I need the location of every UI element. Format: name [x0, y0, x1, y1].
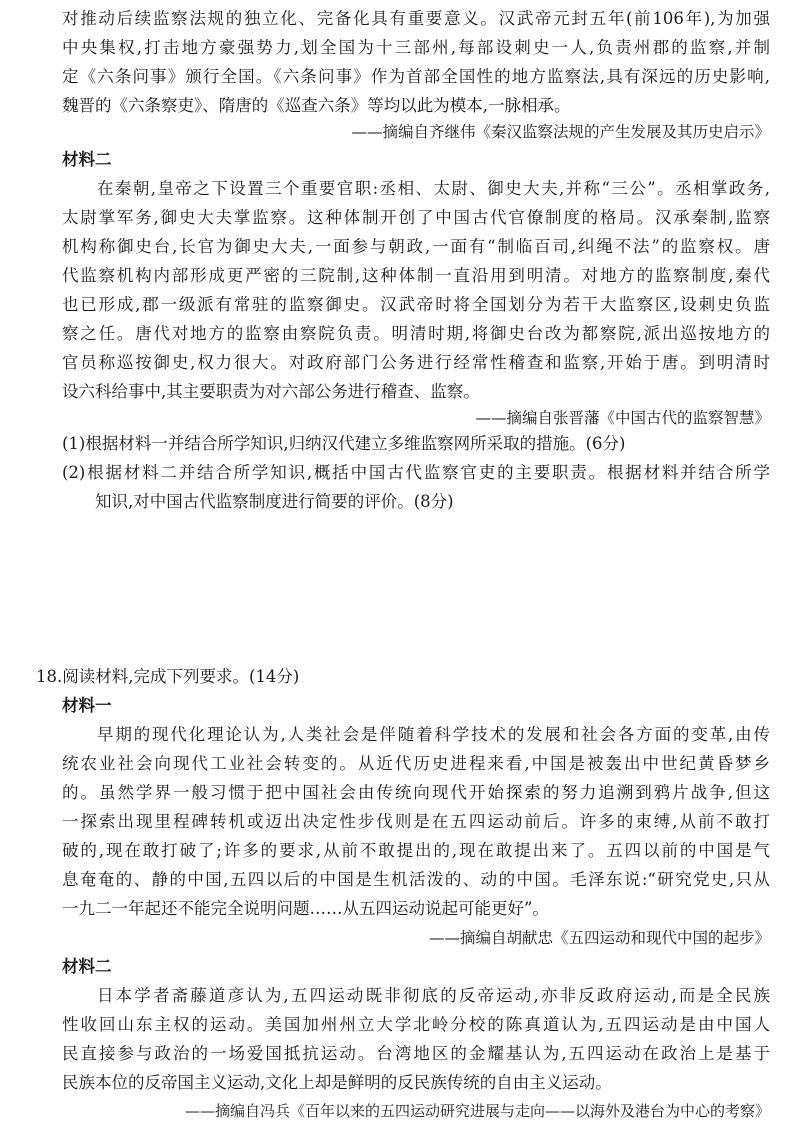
- q18-material1-heading: 材料一: [62, 696, 112, 715]
- material2-line: 在秦朝,皇帝之下设置三个重要官职:丞相、太尉、御史大夫,并称“三公”。丞相掌政务,: [97, 179, 770, 198]
- material2-line: 设六科给事中,其主要职责为对六部公务进行稽查、监察。: [62, 382, 480, 401]
- q18-material2-line: 性收回山东主权的运动。美国加州州立大学北岭分校的陈真道认为,五四运动是由中国人: [62, 1015, 770, 1034]
- q18-material1-line: 早期的现代化理论认为,人类社会是伴随着科学技术的发展和社会各方面的变革,由传: [97, 725, 770, 744]
- material2-line: 代监察机构内部形成更严密的三院制,这种体制一直沿用到明清。对地方的监察制度,秦代: [62, 266, 770, 285]
- material2-line: 察之任。唐代对地方的监察由察院负责。明清时期,将御史台改为都察院,派出巡按地方的: [62, 324, 770, 343]
- material1-line: 中央集权,打击地方豪强势力,划全国为十三部州,每部设刺史一人,负责州郡的监察,并制: [62, 38, 770, 57]
- material2-line: 官员称巡按御史,权力很大。对政府部门公务进行经常性稽查和监察,开始于唐。到明清时: [62, 353, 770, 372]
- material2-heading: 材料二: [62, 150, 112, 169]
- material2-source: ——摘编自张晋藩《中国古代的监察智慧》: [475, 409, 770, 427]
- question-18-title: 18.阅读材料,完成下列要求。(14分): [36, 667, 300, 686]
- q18-material1-line: 息奄奄的、静的中国,五四以后的中国是生机活泼的、动的中国。毛泽东说:“研究党史,只从: [62, 870, 770, 889]
- q18-material2-heading: 材料二: [62, 957, 112, 976]
- q18-material2-line: 民族本位的反帝国主义运动,文化上却是鲜明的反民族传统的自由主义运动。: [62, 1073, 612, 1092]
- material2-line: 也已形成,郡一级派有常驻的监察御史。汉武帝时将全国划分为若干大监察区,设刺史负监: [62, 295, 770, 314]
- material2-line: 太尉掌军务,御史大夫掌监察。这种体制开创了中国古代官僚制度的格局。汉承秦制,监察: [62, 208, 770, 227]
- q18-material1-line: 的。虽然学界一般习惯于把中国社会由传统向现代开始探索的努力追溯到鸦片战争,但这: [62, 783, 770, 802]
- material1-line: 魏晋的《六条察吏》、隋唐的《巡查六条》等均以此为模本,一脉相承。: [62, 96, 571, 115]
- material1-line: 对推动后续监察法规的独立化、完备化具有重要意义。汉武帝元封五年(前106年),为加强: [62, 9, 770, 28]
- material2-line: 机构称御史台,长官为御史大夫,一面参与朝政,一面有“制临百司,纠绳不法”的监察权。唐: [62, 237, 770, 256]
- q18-material1-line: 一探索出现里程碑转机或迈出决定性步伐则是在五四运动前后。许多的束缚,从前不敢打: [62, 812, 770, 831]
- question-2-cont: 知识,对中国古代监察制度进行简要的评价。(8分): [95, 492, 454, 511]
- q18-material1-line: 统农业社会向现代工业社会转变的。从近代历史进程来看,中国是被轰出中世纪黄昏梦乡: [62, 754, 770, 773]
- material1-source: ——摘编自齐继伟《秦汉监察法规的产生发展及其历史启示》: [351, 123, 770, 141]
- q18-material1-line: 一九二一年起还不能完全说明问题……从五四运动说起可能更好”。: [62, 899, 549, 918]
- q18-material2-line: 民直接参与政治的一场爱国抵抗运动。台湾地区的金耀基认为,五四运动在政治上是基于: [62, 1044, 770, 1063]
- question-2: (2)根据材料二并结合所学知识,概括中国古代监察官吏的主要职责。根据材料并结合所学: [62, 463, 770, 482]
- material1-line: 定《六条问事》颁行全国。《六条问事》作为首部全国性的地方监察法,具有深远的历史影响,: [62, 67, 770, 86]
- q18-material1-line: 破的,现在敢打破了;许多的要求,从前不敢提出的,现在敢提出来了。五四以前的中国是气: [62, 841, 770, 860]
- q18-material2-line: 日本学者斋藤道彦认为,五四运动既非彻底的反帝运动,亦非反政府运动,而是全民族: [97, 986, 770, 1005]
- q18-material2-source: ——摘编自冯兵《百年以来的五四运动研究进展与走向——以海外及港台为中心的考察》: [184, 1102, 770, 1120]
- q18-material1-source: ——摘编自胡献忠《五四运动和现代中国的起步》: [428, 929, 770, 947]
- question-1: (1)根据材料一并结合所学知识,归纳汉代建立多维监察网所采取的措施。(6分): [62, 434, 626, 453]
